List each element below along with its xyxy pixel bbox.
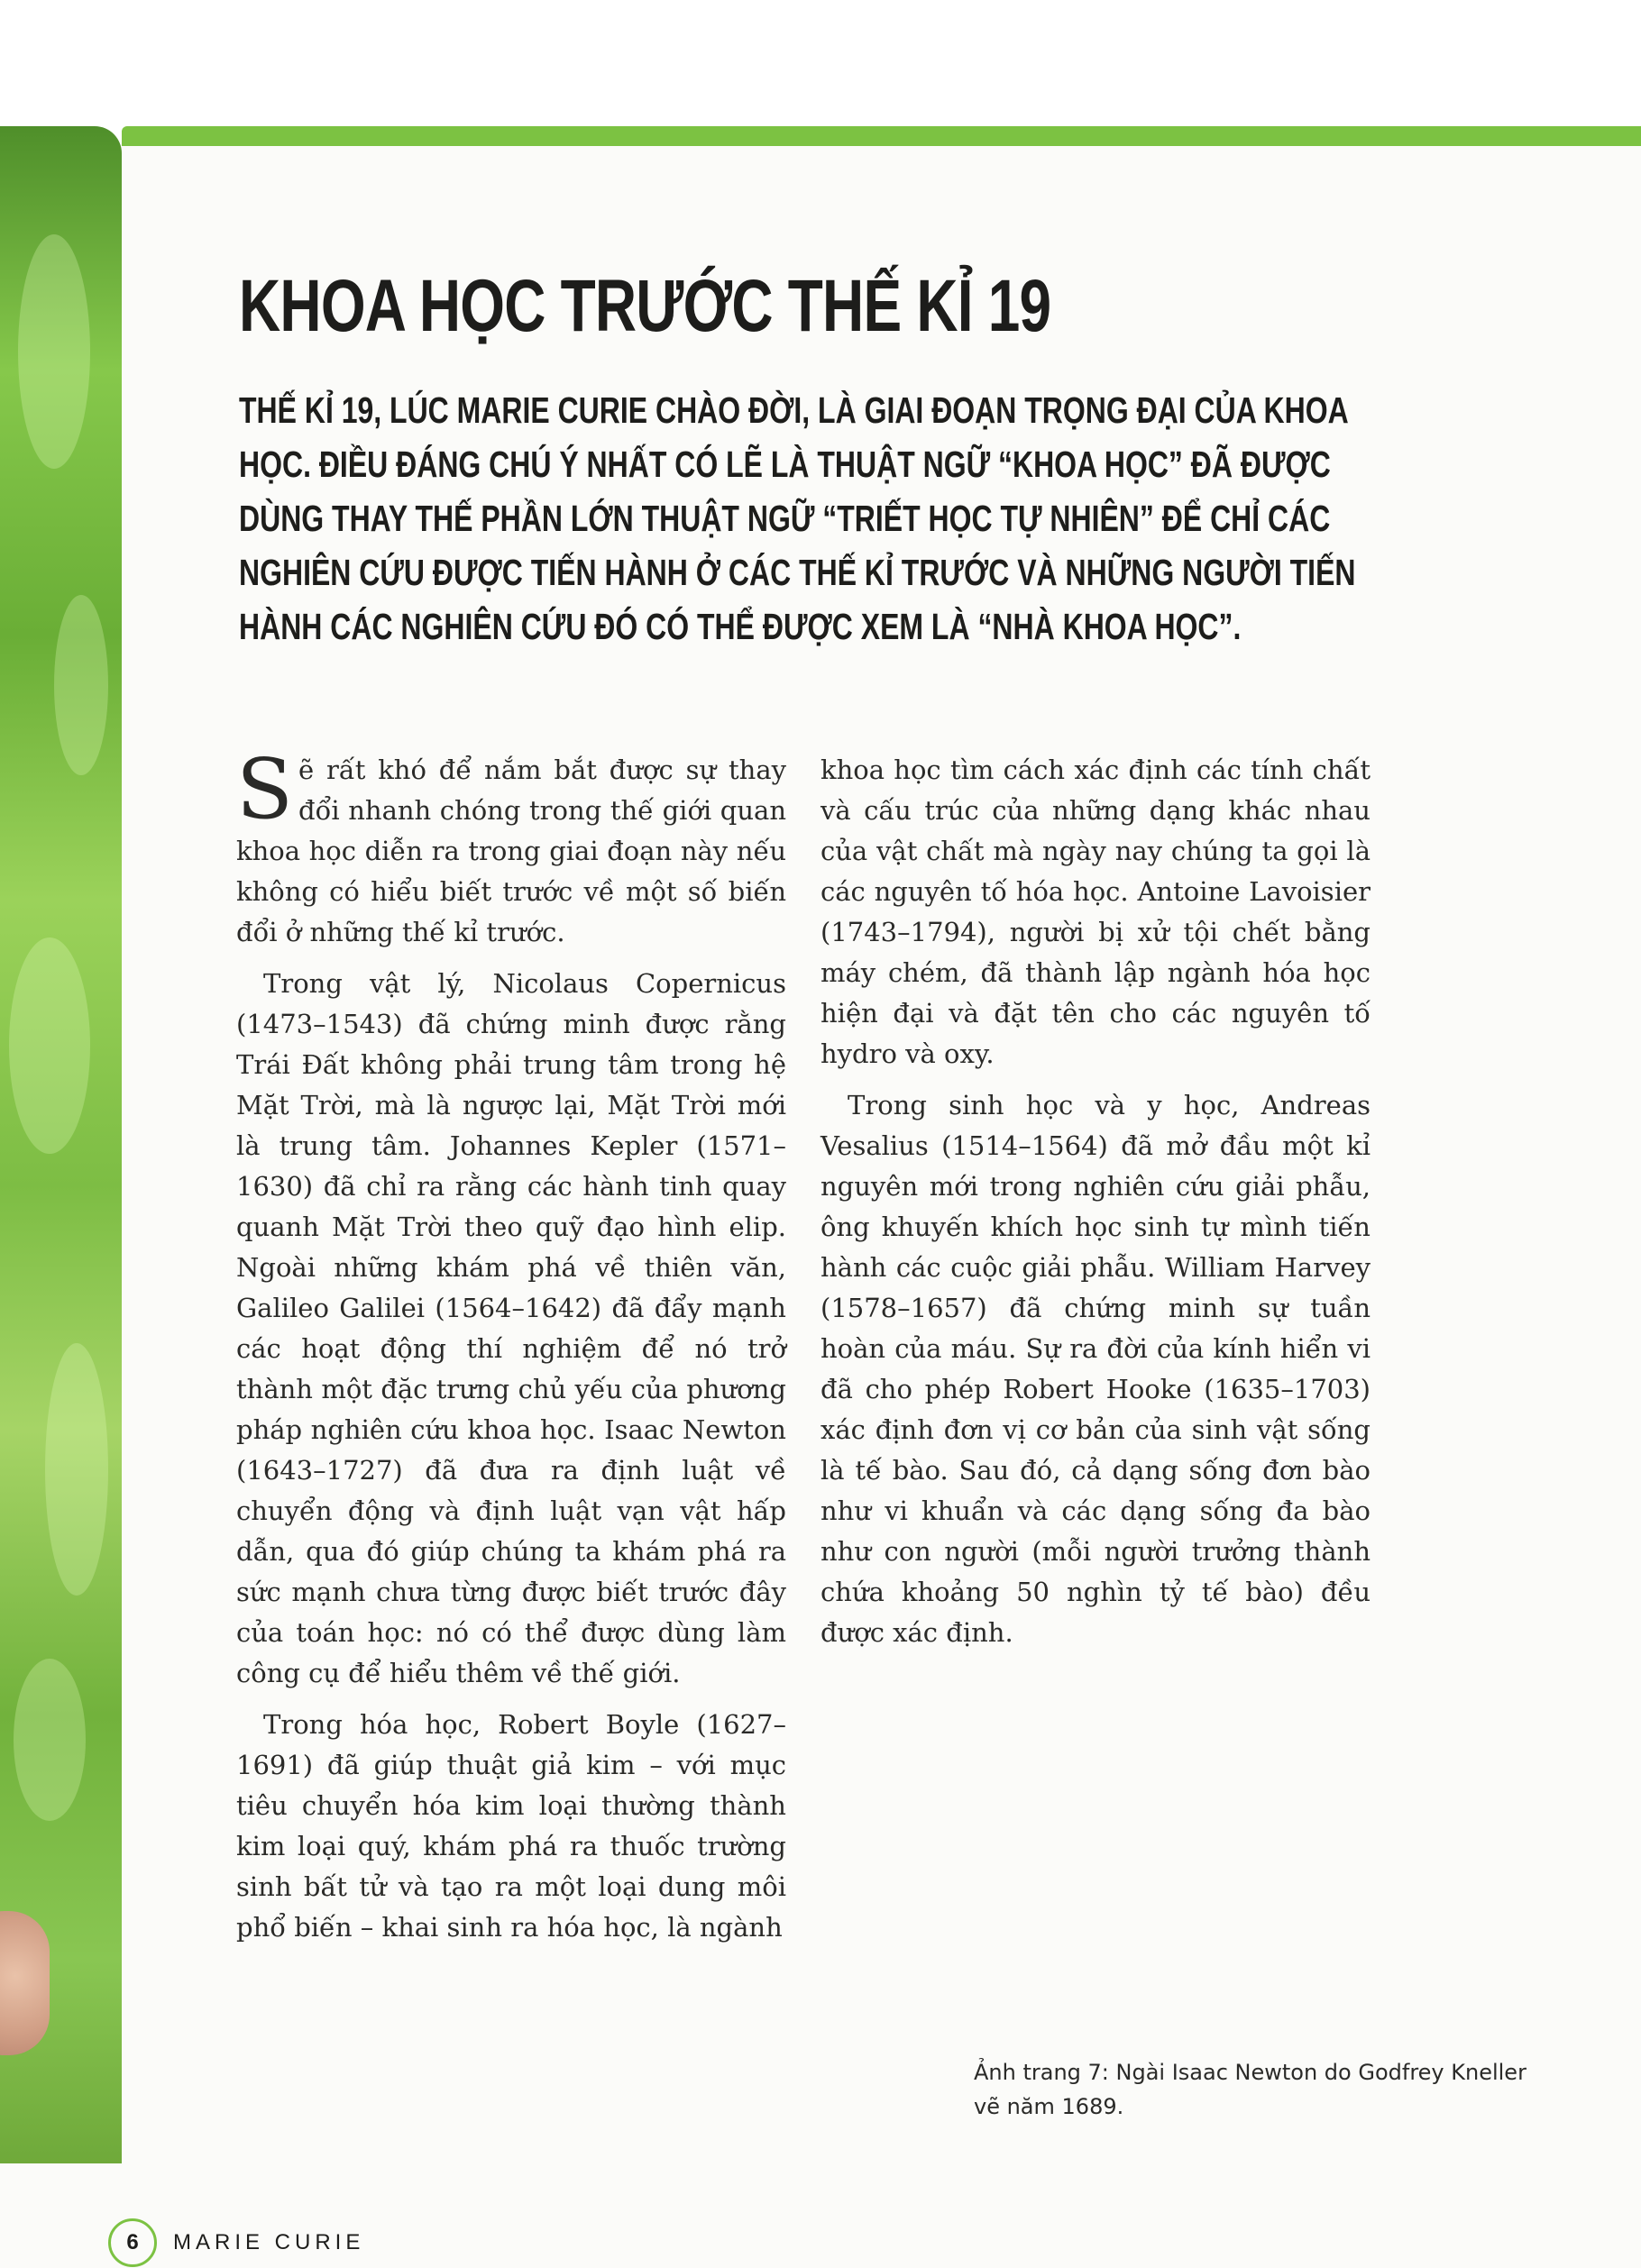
- body-column-right: [820, 750, 1371, 1664]
- article-title: KHOA HỌC TRƯỚC THẾ KỈ 19: [239, 265, 1051, 347]
- page-footer: [108, 2218, 364, 2268]
- thumb-in-photo: [0, 1911, 50, 2055]
- lead-paragraph: THẾ KỈ 19, LÚC MARIE CURIE CHÀO ĐỜI, LÀ GIAI ĐOẠN TRỌNG ĐẠI CỦA KHOA HỌC. ĐIỀU ĐÁNG CHÚ Ý NHẤT CÓ LẼ LÀ THUẬT NGỮ “KHOA HỌC” ĐÃ ĐƯỢC DÙNG THAY THẾ PHẦN LỚN THUẬT NGỮ “TRIẾT HỌC TỰ NHIÊN” ĐỂ CHỈ CÁC NGHIÊN CỨU ĐƯỢC TIẾN HÀNH Ở CÁC THẾ KỈ TRƯỚC VÀ NHỮNG NGƯỜI TIẾN HÀNH CÁC NGHIÊN CỨU ĐÓ CÓ THỂ ĐƯỢC XEM LÀ “NHÀ KHOA HỌC”.: [239, 389, 1356, 647]
- drop-cap: S: [236, 741, 294, 837]
- side-photo-image: [0, 126, 122, 2163]
- body-paragraph-4: Trong sinh học và y học, Andreas Vesalius (1514–1564) đã mở đầu một kỉ nguyên mới trong nghiên cứu giải phẫu, ông khuyến khích học sinh tự mình tiến hành các cuộc giải phẫu. William Harvey (1578–1657) đã chứng minh sự tuần hoàn của máu. Sự ra đời của kính hiển vi đã cho phép Robert Hooke (1635–1703) xác định đơn vị cơ bản của sinh vật sống là tế bào. Sau đó, cả dạng sống đơn bào như vi khuẩn và các dạng sống đa bào như con người (mỗi người trưởng thành chứa khoảng 50 nghìn tỷ tế bào) đều được xác định.: [820, 1090, 1371, 1648]
- body-paragraph-3-continued: khoa học tìm cách xác định các tính chất và cấu trúc của những dạng khác nhau của vật chất mà ngày nay chúng ta gọi là các nguyên tố hóa học. Antoine Lavoisier (1743–1794), người bị xử tội chết bằng máy chém, đã thành lập ngành hóa học hiện đại và đặt tên cho các nguyên tố hydro và oxy.: [820, 754, 1371, 1069]
- body-paragraph-2: Trong vật lý, Nicolaus Copernicus (1473–1543) đã chứng minh được rằng Trái Đất không phải trung tâm trong hệ Mặt Trời, mà là ngược lại, Mặt Trời mới là trung tâm. Johannes Kepler (1571–1630) đã chỉ ra rằng các hành tinh quay quanh Mặt Trời theo quỹ đạo hình elip. Ngoài những khám phá về thiên văn, Galileo Galilei (1564–1642) đã đẩy mạnh các hoạt động thí nghiệm để nó trở thành một đặc trưng chủ yếu của phương pháp nghiên cứu khoa học. Isaac Newton (1643–1727) đã đưa ra định luật về chuyển động và định luật vạn vật hấp dẫn, qua đó giúp chúng ta khám phá ra sức mạnh chưa từng được biết trước đây của toán học: nó có thể được dùng làm công cụ để hiểu thêm về thế giới.: [236, 968, 786, 1688]
- image-caption: Ảnh trang 7: Ngài Isaac Newton do Godfrey Kneller vẽ năm 1689.: [974, 2060, 1526, 2119]
- body-paragraph-1: [236, 741, 786, 953]
- body-column-left: [236, 741, 786, 1959]
- running-title: MARIE CURIE: [173, 2230, 365, 2254]
- accent-rule: [122, 126, 1641, 146]
- page-top-margin: [0, 0, 1641, 144]
- body-paragraph-1-text: ẽ rất khó để nắm bắt được sự thay đổi nhanh chóng trong thế giới quan khoa học diễn ra trong giai đoạn này nếu không có hiểu biết trước về một số biến đổi ở những thế kỉ trước.: [236, 754, 786, 947]
- body-paragraph-3: Trong hóa học, Robert Boyle (1627–1691) đã giúp thuật giả kim – với mục tiêu chuyển hóa kim loại thường thành kim loại quý, khám phá ra thuốc trường sinh bất tử và tạo ra một loại dung môi phổ biến – khai sinh ra hóa học, là ngành: [236, 1709, 786, 1943]
- page-number: 6: [108, 2218, 157, 2267]
